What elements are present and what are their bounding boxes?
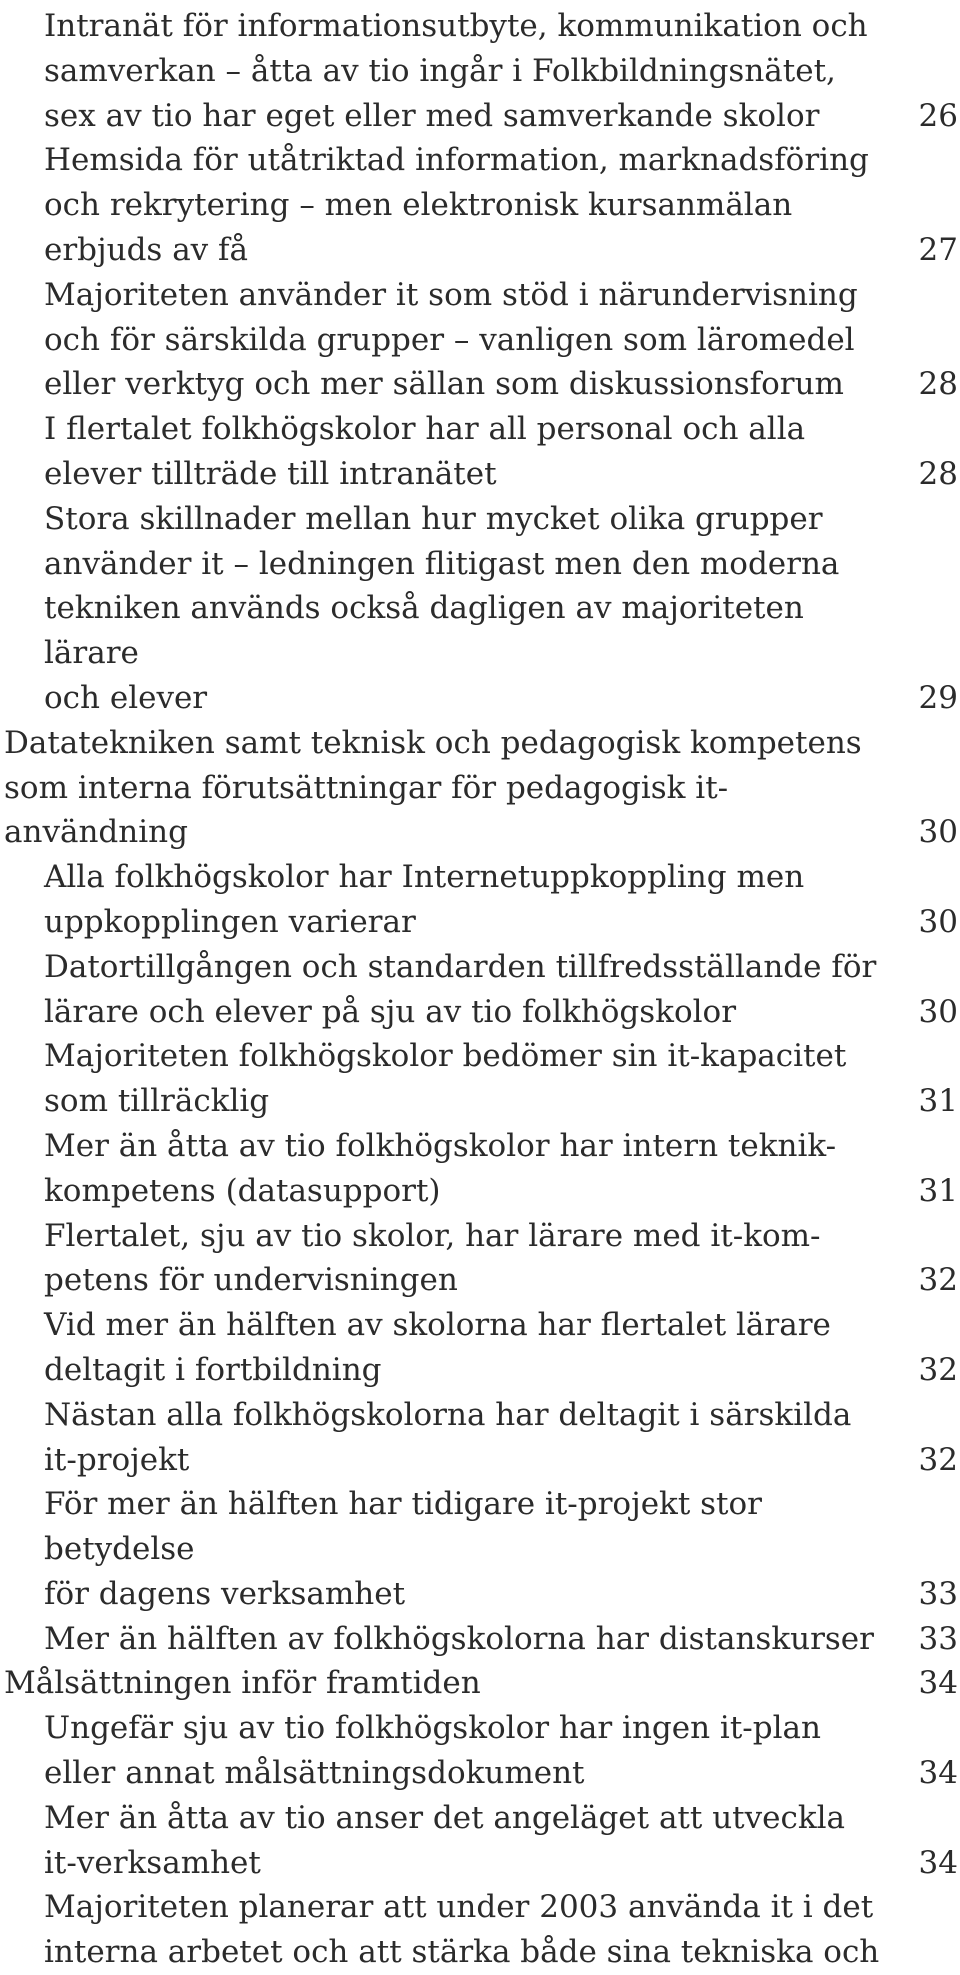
toc-entry-title: Stora skillnader mellan hur mycket olika grupper använder it – ledningen flitigast men den moderna tekniken används också dagligen av majoriteten lärare och elever (44, 500, 840, 716)
toc-page-number: 30 (918, 903, 958, 940)
toc-subsection-entry (44, 1034, 960, 1124)
toc-entry-title: Datortillgången och standarden tillfredsställande för lärare och elever på sju av tio folkhögskolor (44, 948, 877, 1030)
toc-entry-title: I flertalet folkhögskolor har all personal och alla elever tillträde till intranätet (44, 411, 806, 492)
toc-subsection-entry (44, 1796, 960, 1886)
toc-entry-title: Målsättningen inför framtiden (4, 1665, 481, 1702)
toc-page-number: 34 (918, 1755, 958, 1792)
toc-entry-title: Mer än hälften av folkhögskolorna har distanskurser (44, 1620, 874, 1657)
toc-entry-title: Nästan alla folkhögskolorna har deltagit i särskilda it-projekt (44, 1396, 852, 1478)
toc-entry-title: Datatekniken samt teknisk och pedagogisk kompetens som interna förutsättningar för pedagogisk it-användning (4, 724, 862, 851)
toc-page-number: 33 (918, 1575, 958, 1612)
toc-section-entry (4, 1661, 960, 1706)
toc-page-number: 28 (918, 455, 958, 492)
toc-page-number: 34 (918, 1665, 958, 1702)
toc-entry-title: Vid mer än hälften av skolorna har flertalet lärare deltagit i fortbildning (44, 1307, 831, 1388)
toc-section-entry (4, 721, 960, 855)
toc-entry-title: Mer än åtta av tio anser det angeläget att utveckla it-verksamhet (44, 1799, 846, 1881)
toc-subsection-entry (44, 1303, 960, 1393)
toc-page-number: 30 (918, 993, 958, 1030)
toc-subsection-entry (44, 1885, 960, 1975)
toc-subsection-entry (44, 1617, 960, 1662)
toc-page-number: 33 (918, 1620, 958, 1657)
toc-subsection-entry (44, 1482, 960, 1616)
toc-entry-title: För mer än hälften har tidigare it-projekt stor betydelse för dagens verksamhet (44, 1486, 762, 1612)
toc-entry-title: Intranät för informationsutbyte, kommunikation och samverkan – åtta av tio ingår i Folkbildningsnätet, sex av tio har eget eller med samverkande skolor (44, 8, 868, 134)
toc-page-number: 31 (918, 1083, 958, 1120)
toc-page-number: 28 (918, 366, 958, 403)
toc-entries (0, 4, 960, 1975)
toc-page-number: 32 (918, 1351, 958, 1388)
toc-entry-title: Ungefär sju av tio folkhögskolor har ingen it-plan eller annat målsättningsdokument (44, 1710, 821, 1792)
toc-subsection-entry (44, 1124, 960, 1214)
toc-entry-title: Mer än åtta av tio folkhögskolor har intern teknik- kompetens (datasupport) (44, 1127, 837, 1209)
toc-subsection-entry (44, 497, 960, 721)
toc-page-number: 31 (918, 1172, 958, 1209)
toc-page-number: 26 (918, 97, 958, 134)
toc-page-number: 29 (918, 679, 958, 716)
toc-page-number: 32 (918, 1262, 958, 1299)
toc-entry-title: Hemsida för utåtriktad information, marknadsföring och rekrytering – men elektronisk kursanmälan erbjuds av få (44, 142, 869, 268)
toc-subsection-entry (44, 1393, 960, 1483)
toc-entry-title: Majoriteten folkhögskolor bedömer sin it-kapacitet som tillräcklig (44, 1038, 847, 1120)
toc-page-number: 32 (918, 1441, 958, 1478)
toc-entry-title: Majoriteten planerar att under 2003 använda it i det interna arbetet och att stärka både sina tekniska och (44, 1889, 880, 1971)
toc-entry-title: Flertalet, sju av tio skolor, har lärare med it-kom- petens för undervisningen (44, 1217, 821, 1299)
toc-entry-title: Alla folkhögskolor har Internetuppkoppling men uppkopplingen varierar (44, 859, 805, 940)
toc-subsection-entry (44, 945, 960, 1035)
toc-subsection-entry (44, 4, 960, 138)
toc-entry-title: Majoriteten använder it som stöd i närundervisning och för särskilda grupper – vanligen som läromedel eller verktyg och mer sällan som diskussionsforum (44, 276, 858, 403)
toc-page-number: 30 (918, 814, 958, 851)
toc-subsection-entry (44, 855, 960, 945)
toc-subsection-entry (44, 273, 960, 407)
toc-subsection-entry (44, 1706, 960, 1796)
toc-subsection-entry (44, 1214, 960, 1304)
toc-page-number: 34 (918, 1844, 958, 1881)
toc-subsection-entry (44, 407, 960, 497)
toc-page-number: 27 (918, 231, 958, 268)
toc-subsection-entry (44, 138, 960, 272)
